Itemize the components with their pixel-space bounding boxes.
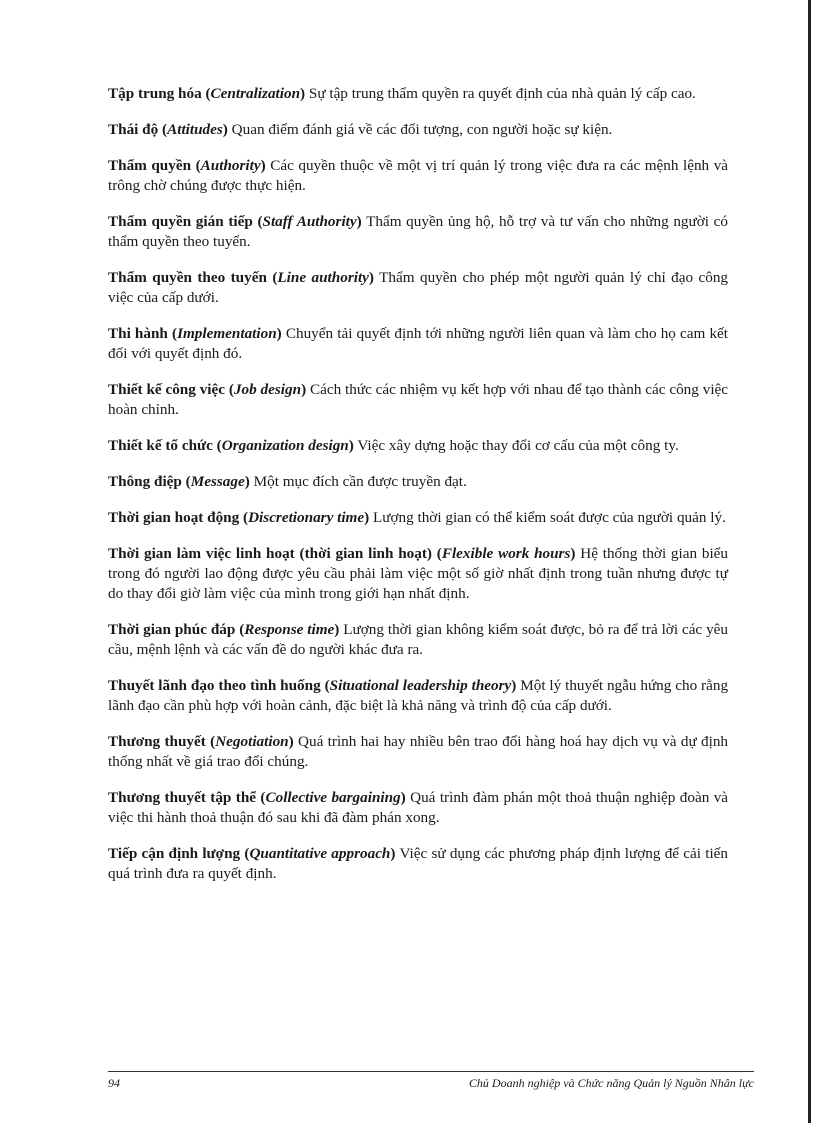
page-number: 94 (108, 1076, 120, 1090)
entry-definition: Sự tập trung thẩm quyền ra quyết định của nhà quản lý cấp cao. (308, 85, 696, 102)
entry-english: Situational leadership theory (329, 677, 512, 694)
glossary-entry: Thiết kế công việc (Job design) Cách thức các nhiệm vụ kết hợp với nhau để tạo thành các công việc hoàn chỉnh. (108, 381, 729, 418)
entry-definition: Cách thức các nhiệm vụ kết hợp với nhau để tạo thành các công việc hoàn chỉnh. (108, 381, 729, 418)
entry-definition: Quá trình hai hay nhiều bên trao đổi hàng hoá hay dịch vụ và dự định thống nhất về giá trao đổi chúng. (108, 733, 729, 770)
glossary-entry: Tiếp cận định lượng (Quantitative approach) Việc sử dụng các phương pháp định lượng để cải tiến quá trình đưa ra quyết định. (108, 845, 729, 882)
glossary-entry: Thương thuyết tập thể (Collective bargaining) Quá trình đàm phán một thoả thuận nghiệp đoàn và việc thi hành thoả thuận đó sau khi đã đàm phán xong. (108, 789, 729, 826)
entry-term: Thương thuyết tập thể (108, 789, 257, 806)
page-footer (108, 1071, 754, 1091)
entry-term: Thương thuyết (108, 733, 206, 750)
glossary-entry: Thời gian hoạt động (Discretionary time) Lượng thời gian có thể kiểm soát được của người quản lý. (108, 509, 726, 526)
entry-term: Thiết kế tổ chức (108, 437, 213, 454)
glossary-entry: Thẩm quyền gián tiếp (Staff Authority) Thẩm quyền ủng hộ, hỗ trợ và tư vấn cho những người có thẩm quyền theo tuyến. (108, 213, 728, 250)
book-title: Chủ Doanh nghiệp và Chức năng Quản lý Nguồn Nhân lực (468, 1076, 754, 1090)
glossary-entry: Tập trung hóa (Centralization) Sự tập trung thẩm quyền ra quyết định của nhà quản lý cấp cao. (108, 85, 696, 102)
entry-term: Tiếp cận định lượng (108, 845, 241, 862)
glossary-entry: Thời gian làm việc linh hoạt (thời gian linh hoạt) (Flexible work hours) Hệ thống thời gian biểu trong đó người lao động được yêu cầu phải làm việc một số giờ nhất định trong tuần nhưng được tự do thay đổi giờ làm việc của mình trong giới hạn nhất định. (108, 545, 729, 602)
glossary-entry: Thuyết lãnh đạo theo tình huống (Situational leadership theory) Một lý thuyết ngẫu hứng cho rằng lãnh đạo cần phù hợp với hoàn cảnh, đặc biệt là khả năng và trình độ của cấp dưới. (108, 677, 729, 714)
entry-english: Quantitative approach (249, 845, 391, 862)
entry-definition: Thẩm quyền ủng hộ, hỗ trợ và tư vấn cho những người có thẩm quyền theo tuyến. (108, 213, 728, 250)
glossary-entry: Thi hành (Implementation) Chuyển tải quyết định tới những người liên quan và làm cho họ cam kết đối với quyết định đó. (108, 325, 729, 362)
entry-english: Discretionary time (248, 509, 365, 526)
entry-term: Tập trung hóa (108, 85, 202, 102)
entry-english: Flexible work hours (441, 545, 571, 562)
entry-definition: Lượng thời gian có thể kiểm soát được của người quản lý. (372, 509, 726, 526)
entry-definition: Việc sử dụng các phương pháp định lượng để cải tiến quá trình đưa ra quyết định. (108, 845, 729, 882)
entry-term: Thẩm quyền theo tuyến (108, 269, 267, 286)
entry-definition: Quá trình đàm phán một thoả thuận nghiệp đoàn và việc thi hành thoả thuận đó sau khi đã đàm phán xong. (108, 789, 729, 826)
entry-term: Thời gian phúc đáp (108, 621, 236, 638)
entry-english: Collective bargaining (265, 789, 401, 806)
entry-term: Thái độ (108, 121, 159, 138)
entry-definition: Một lý thuyết ngẫu hứng cho rằng lãnh đạo cần phù hợp với hoàn cảnh, đặc biệt là khả năng và trình độ của cấp dưới. (108, 677, 729, 714)
entry-english: Response time (244, 621, 335, 638)
entry-definition: Một mục đích cần được truyền đạt. (253, 473, 467, 490)
entry-term: Thuyết lãnh đạo theo tình huống (108, 677, 321, 694)
glossary-entry: Thẩm quyền theo tuyến (Line authority) Thẩm quyền cho phép một người quản lý chỉ đạo công việc của cấp dưới. (108, 269, 729, 306)
glossary-entry: Thiết kế tổ chức (Organization design) Việc xây dựng hoặc thay đổi cơ cấu của một công ty. (108, 437, 679, 454)
glossary-entry: Thái độ (Attitudes) Quan điểm đánh giá về các đối tượng, con người hoặc sự kiện. (108, 121, 613, 138)
entry-term: Thông điệp (108, 473, 182, 490)
entry-definition: Lượng thời gian không kiểm soát được, bỏ ra để trả lời các yêu cầu, mệnh lệnh và các vấn đề do người khác đưa ra. (108, 621, 729, 658)
entry-term: Thời gian làm việc linh hoạt (thời gian linh hoạt) (108, 545, 432, 562)
entry-english: Job design (233, 381, 302, 398)
entry-term: Thời gian hoạt động (108, 509, 240, 526)
glossary-entry: Thông điệp (Message) Một mục đích cần được truyền đạt. (108, 473, 467, 490)
entry-english: Attitudes (167, 121, 223, 138)
entry-english: Negotiation (215, 733, 289, 750)
entry-term: Thẩm quyền gián tiếp (108, 213, 253, 230)
entry-english: Line authority (277, 269, 369, 286)
entry-english: Organization design (221, 437, 349, 454)
entry-term: Thi hành (108, 325, 168, 342)
entry-definition: Thẩm quyền cho phép một người quản lý chỉ đạo công việc của cấp dưới. (108, 269, 729, 306)
entry-english: Message (190, 473, 245, 490)
entry-english: Centralization (210, 85, 301, 102)
entry-english: Implementation (177, 325, 277, 342)
entry-term: Thẩm quyền (108, 157, 192, 174)
glossary-content (108, 84, 728, 900)
glossary-entry: Thương thuyết (Negotiation) Quá trình hai hay nhiều bên trao đổi hàng hoá hay dịch vụ và dự định thống nhất về giá trao đổi chúng. (108, 733, 729, 770)
entry-definition: Chuyển tải quyết định tới những người liên quan và làm cho họ cam kết đối với quyết định đó. (108, 325, 729, 362)
entry-definition: Hệ thống thời gian biểu trong đó người lao động được yêu cầu phải làm việc một số giờ nhất định trong tuần nhưng được tự do thay đổi giờ làm việc của mình trong giới hạn nhất định. (108, 545, 729, 602)
glossary-entry: Thẩm quyền (Authority) Các quyền thuộc về một vị trí quản lý trong việc đưa ra các mệnh lệnh và trông chờ chúng được thực hiện. (108, 157, 729, 194)
entry-definition: Quan điểm đánh giá về các đối tượng, con người hoặc sự kiện. (231, 121, 613, 138)
entry-english: Authority (200, 157, 261, 174)
page-edge-line (808, 0, 811, 1123)
glossary-entry: Thời gian phúc đáp (Response time) Lượng thời gian không kiểm soát được, bỏ ra để trả lời các yêu cầu, mệnh lệnh và các vấn đề do người khác đưa ra. (108, 621, 729, 658)
entry-definition: Việc xây dựng hoặc thay đổi cơ cấu của một công ty. (357, 437, 679, 454)
entry-english: Staff Authority (262, 213, 357, 230)
entry-definition: Các quyền thuộc về một vị trí quản lý trong việc đưa ra các mệnh lệnh và trông chờ chúng được thực hiện. (108, 157, 729, 194)
entry-term: Thiết kế công việc (108, 381, 225, 398)
